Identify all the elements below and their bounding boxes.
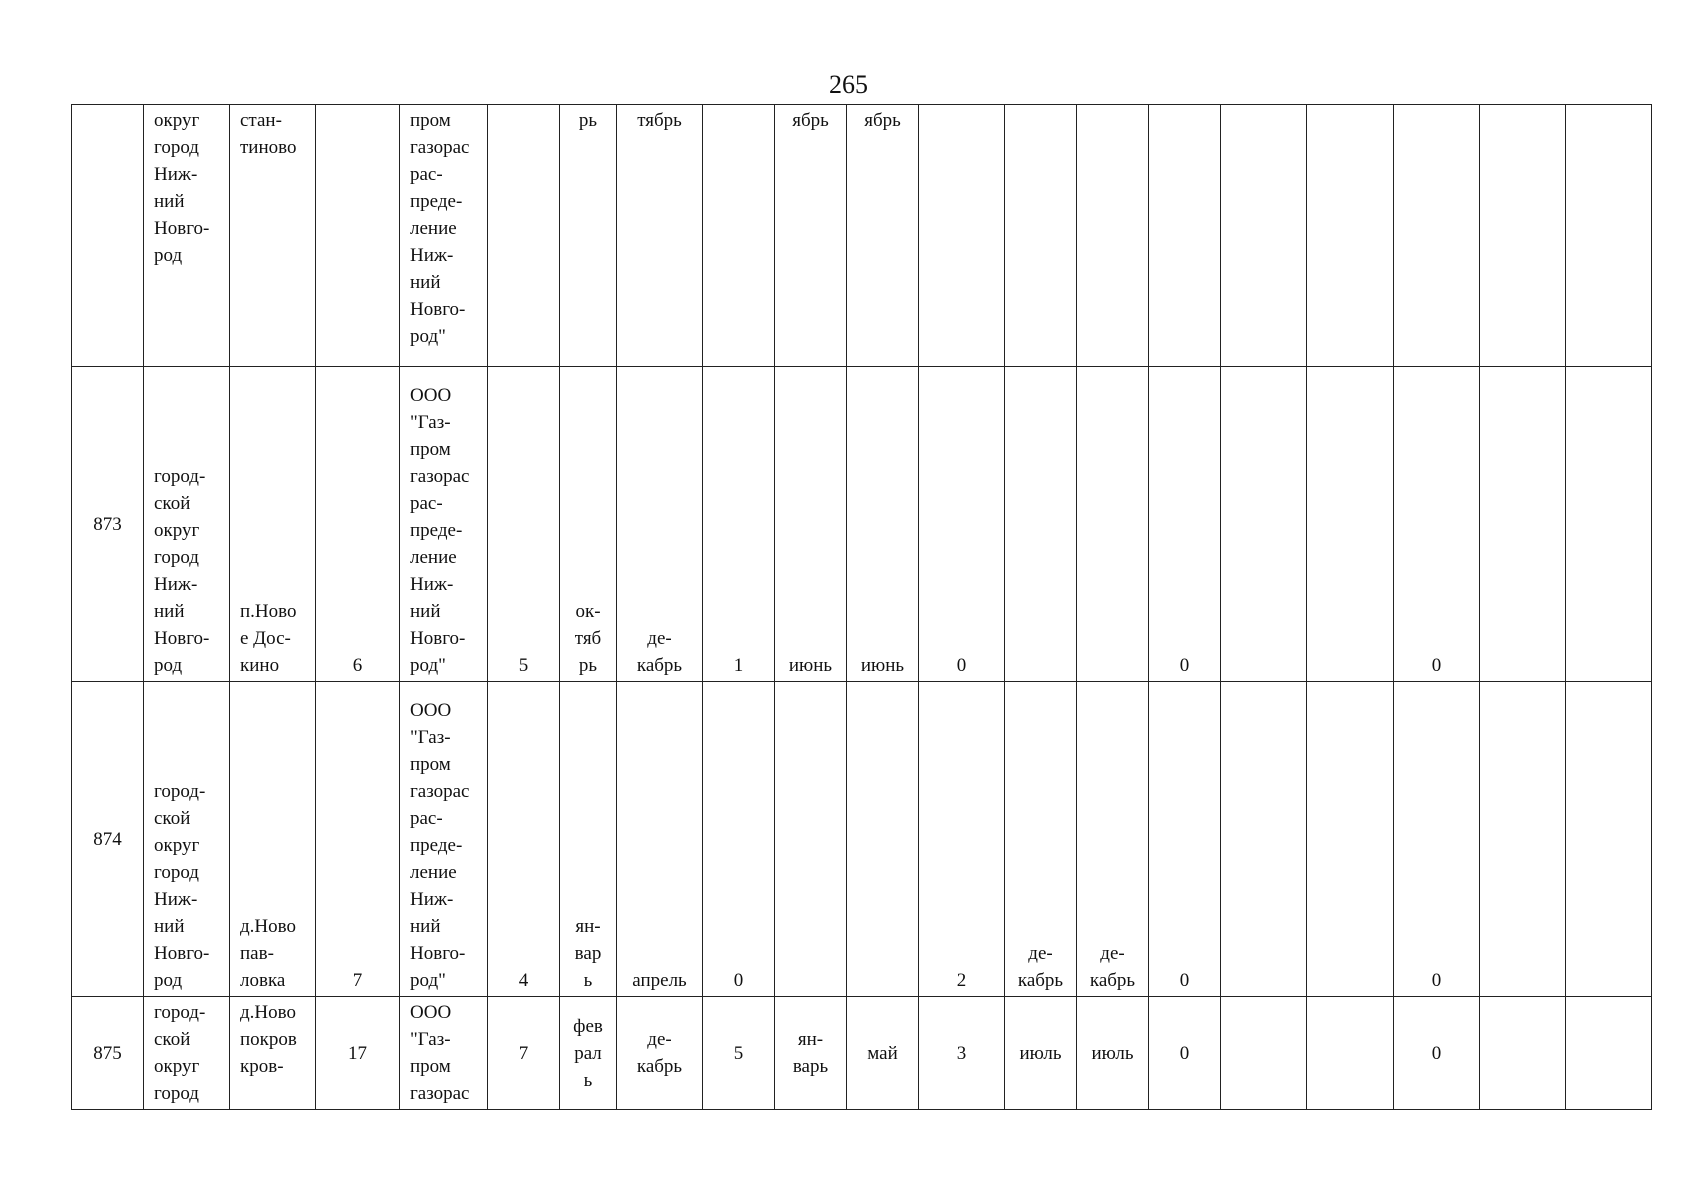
table-cell: июль — [1005, 997, 1077, 1110]
table-cell: 7 — [316, 682, 400, 997]
table-cell — [703, 105, 775, 367]
table-cell — [775, 682, 847, 997]
organization-cell: пром газорас рас- преде- ление Ниж- ний Новго- род" — [400, 105, 488, 367]
table-cell: рь — [560, 105, 617, 367]
table-cell: фев рал ь — [560, 997, 617, 1110]
table-cell: де- кабрь — [617, 997, 703, 1110]
page-number: 265 — [829, 70, 868, 99]
table-cell — [1480, 105, 1566, 367]
table-cell: 0 — [1394, 367, 1480, 682]
table-cell: 4 — [488, 682, 560, 997]
table-cell: 3 — [919, 997, 1005, 1110]
table-cell: 0 — [1149, 367, 1221, 682]
table-cell: 6 — [316, 367, 400, 682]
municipality-cell: город- ской округ город Ниж- ний Новго- род — [144, 682, 230, 997]
table-cell: 1 — [703, 367, 775, 682]
organization-cell: ООО "Газ- пром газорас — [400, 997, 488, 1110]
table-row — [72, 682, 1652, 997]
table-row — [72, 367, 1652, 682]
table-cell: май — [847, 997, 919, 1110]
settlement-cell: д.Ново покров кров- — [230, 997, 316, 1110]
table-cell — [1077, 105, 1149, 367]
organization-cell: ООО "Газ- пром газорас рас- преде- ление Ниж- ний Новго- род" — [400, 367, 488, 682]
table-cell — [1307, 367, 1394, 682]
table-cell — [1480, 367, 1566, 682]
municipality-cell: округ город Ниж- ний Новго- род — [144, 105, 230, 367]
table-cell — [1566, 105, 1652, 367]
municipality-cell: город- ской округ город — [144, 997, 230, 1110]
table-cell — [1394, 105, 1480, 367]
settlement-cell: д.Ново пав- ловка — [230, 682, 316, 997]
table-cell — [1221, 682, 1307, 997]
table-cell — [1307, 105, 1394, 367]
table-cell — [488, 105, 560, 367]
table-cell: де- кабрь — [617, 367, 703, 682]
table-cell: де- кабрь — [1005, 682, 1077, 997]
table-cell: де- кабрь — [1077, 682, 1149, 997]
table-cell: 5 — [703, 997, 775, 1110]
table-cell — [316, 105, 400, 367]
table-cell: 7 — [488, 997, 560, 1110]
table-cell: 0 — [703, 682, 775, 997]
data-table — [71, 104, 1652, 1110]
table-cell: 0 — [919, 367, 1005, 682]
table-cell: 0 — [1394, 997, 1480, 1110]
table-cell — [1307, 682, 1394, 997]
table-cell — [1221, 367, 1307, 682]
table-cell — [847, 682, 919, 997]
table-cell: ябрь — [775, 105, 847, 367]
table-cell: июль — [1077, 997, 1149, 1110]
settlement-cell: п.Ново е Дос- кино — [230, 367, 316, 682]
settlement-cell: стан- тиново — [230, 105, 316, 367]
table-cell: 0 — [1394, 682, 1480, 997]
organization-cell: ООО "Газ- пром газорас рас- преде- ление Ниж- ний Новго- род" — [400, 682, 488, 997]
table-cell — [1221, 997, 1307, 1110]
table-cell: ябрь — [847, 105, 919, 367]
table-cell: 5 — [488, 367, 560, 682]
table-cell — [1005, 105, 1077, 367]
row-number-cell: 874 — [72, 682, 144, 997]
table-cell: ян- вар ь — [560, 682, 617, 997]
table-cell — [1221, 105, 1307, 367]
table-cell: апрель — [617, 682, 703, 997]
table-row — [72, 997, 1652, 1110]
table-cell — [1480, 997, 1566, 1110]
row-number-cell — [72, 105, 144, 367]
table-cell: июнь — [847, 367, 919, 682]
table-cell — [1077, 367, 1149, 682]
table-cell — [1149, 105, 1221, 367]
table-cell: 2 — [919, 682, 1005, 997]
table-row — [72, 105, 1652, 367]
table-cell — [1005, 367, 1077, 682]
table-cell — [919, 105, 1005, 367]
municipality-cell: город- ской округ город Ниж- ний Новго- род — [144, 367, 230, 682]
table-cell: 17 — [316, 997, 400, 1110]
table-cell — [1566, 367, 1652, 682]
table-cell: ян- варь — [775, 997, 847, 1110]
row-number-cell: 875 — [72, 997, 144, 1110]
table-cell: ок- тяб рь — [560, 367, 617, 682]
table-cell: 0 — [1149, 997, 1221, 1110]
table-cell — [1566, 997, 1652, 1110]
table-cell — [1307, 997, 1394, 1110]
table-cell: 0 — [1149, 682, 1221, 997]
row-number-cell: 873 — [72, 367, 144, 682]
table-cell — [1480, 682, 1566, 997]
table-cell: июнь — [775, 367, 847, 682]
table-cell — [1566, 682, 1652, 997]
table-cell: тябрь — [617, 105, 703, 367]
